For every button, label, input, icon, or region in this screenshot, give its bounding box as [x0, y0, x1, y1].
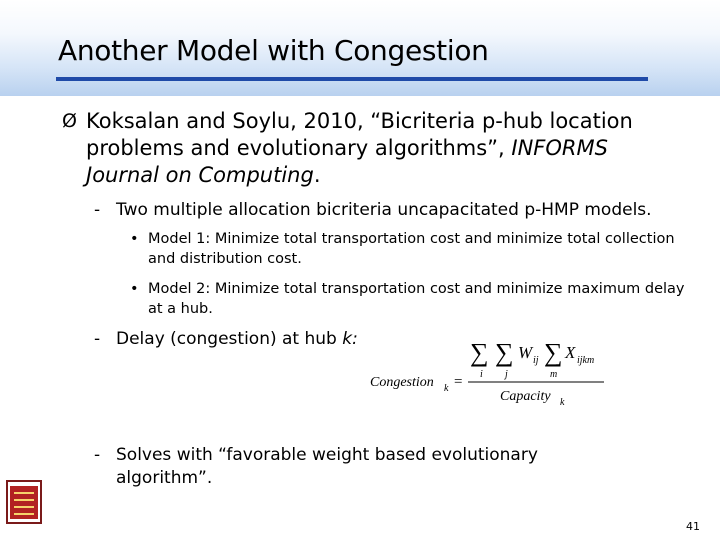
- formula-equals: =: [454, 374, 463, 390]
- sum-i-index: i: [480, 369, 483, 380]
- model-1-text: Model 1: Minimize total transportation cost and minimize total collection and distribution cost.: [148, 231, 675, 267]
- formula-lhs: Congestion: [370, 375, 434, 390]
- sum-j-index: j: [505, 369, 508, 380]
- algorithm-text: [116, 444, 538, 490]
- sum-m-index: m: [550, 369, 558, 380]
- dash-marker: -: [94, 200, 101, 220]
- flow-subscript: ijkm: [577, 355, 595, 366]
- formula-denominator: Capacity: [500, 389, 551, 404]
- logo-emblem: [10, 486, 38, 519]
- models-text: Two multiple allocation bicriteria uncapacitated p-HMP models.: [116, 200, 652, 220]
- flow-symbol: X: [565, 343, 576, 362]
- model-2-text: Model 2: Minimize total transportation cost and minimize maximum delay at a hub.: [148, 281, 685, 317]
- bullet-dot: •: [130, 231, 139, 247]
- algorithm-text-line2: algorithm”.: [116, 468, 213, 488]
- sum-j-icon: ∑: [495, 338, 514, 367]
- page-number: 41: [686, 520, 700, 533]
- sum-m-icon: ∑: [544, 338, 563, 367]
- arrow-bullet-icon: Ø: [62, 110, 77, 132]
- title-underline: [56, 77, 648, 81]
- bullet-dot: •: [130, 281, 139, 297]
- citation-lead: Koksalan and Soylu, 2010, “Bicriteria p-hub location problems and evolutionary algorithms”,: [86, 109, 633, 160]
- citation-tail: .: [313, 163, 321, 187]
- weight-subscript: ij: [533, 355, 539, 366]
- formula-denominator-subscript: k: [560, 397, 565, 408]
- delay-text: [116, 328, 358, 351]
- dash-marker: -: [94, 329, 101, 349]
- citation-text: [86, 108, 686, 189]
- algorithm-text-line1: Solves with “favorable weight based evolutionary: [116, 445, 538, 465]
- journal-name: INFORMS Journal on Computing: [86, 136, 608, 187]
- congestion-formula: [368, 330, 608, 410]
- dash-marker: -: [94, 445, 101, 465]
- university-logo: [6, 480, 42, 524]
- slide-title: Another Model with Congestion: [58, 34, 489, 67]
- formula-lhs-subscript: k: [444, 383, 449, 394]
- sum-i-icon: ∑: [470, 338, 489, 367]
- delay-lead: Delay (congestion) at hub: [116, 329, 343, 349]
- weight-symbol: W: [518, 343, 533, 362]
- hub-index: k:: [342, 329, 358, 349]
